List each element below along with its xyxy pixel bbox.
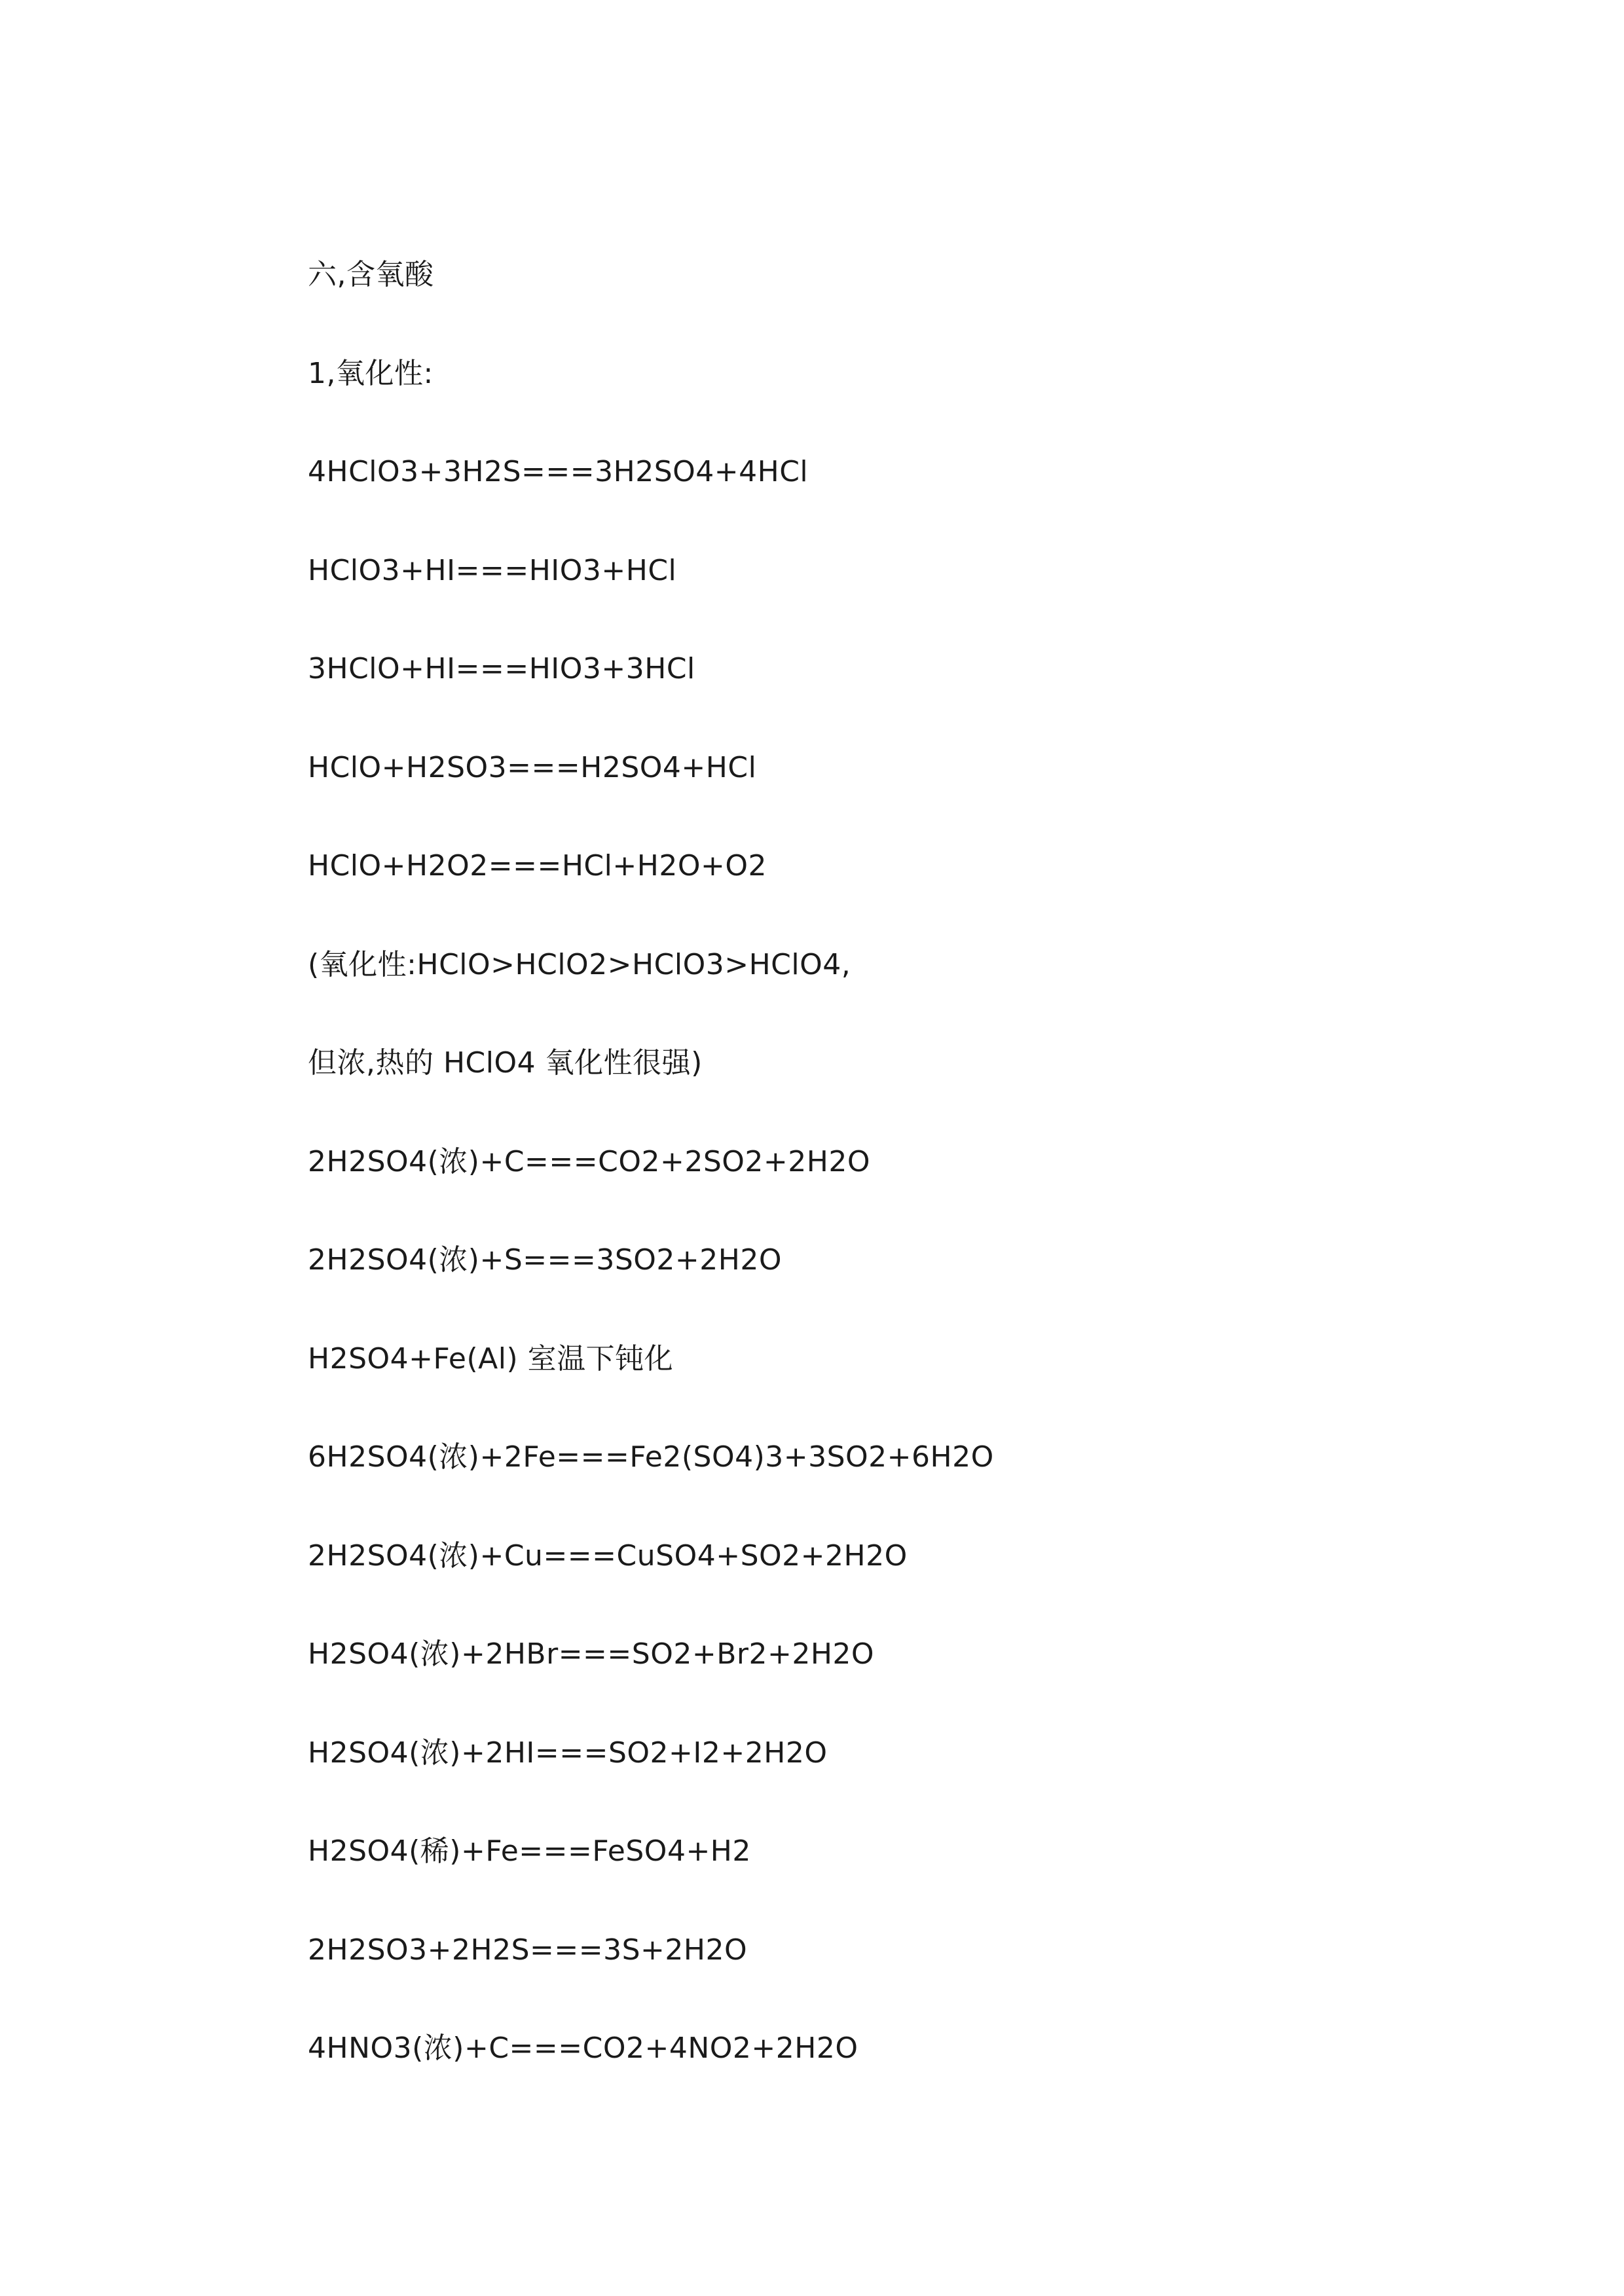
equation-line: HClO+H2SO3===H2SO4+HCl: [308, 750, 757, 784]
equation-line: 2H2SO4(浓)+S===3SO2+2H2O: [308, 1243, 782, 1277]
equation-line: 2H2SO4(浓)+Cu===CuSO4+SO2+2H2O: [308, 1539, 908, 1573]
equation-line: HClO3+HI===HIO3+HCl: [308, 553, 677, 587]
equation-line: 2H2SO3+2H2S===3S+2H2O: [308, 1933, 748, 1967]
equation-line: 4HClO3+3H2S===3H2SO4+4HCl: [308, 455, 809, 488]
equation-line: H2SO4(稀)+Fe===FeSO4+H2: [308, 1834, 751, 1868]
note-line: 但浓,热的 HClO4 氧化性很强): [308, 1046, 703, 1080]
equation-line: 4HNO3(浓)+C===CO2+4NO2+2H2O: [308, 2032, 858, 2065]
document-body: [308, 249, 1552, 2121]
equation-line: H2SO4(浓)+2HI===SO2+I2+2H2O: [308, 1736, 828, 1770]
subsection-heading: 1,氧化性:: [308, 356, 434, 390]
equation-line: HClO+H2O2===HCl+H2O+O2: [308, 849, 767, 883]
equation-line: 2H2SO4(浓)+C===CO2+2SO2+2H2O: [308, 1144, 870, 1178]
equation-line: H2SO4+Fe(Al) 室温下钝化: [308, 1341, 674, 1376]
section-heading: 六,含氧酸: [308, 258, 434, 291]
note-line: (氧化性:HClO>HClO2>HClO3>HClO4,: [308, 947, 851, 981]
equation-line: 6H2SO4(浓)+2Fe===Fe2(SO4)3+3SO2+6H2O: [308, 1440, 994, 1474]
equation-line: 3HClO+HI===HIO3+3HCl: [308, 652, 695, 685]
equation-line: H2SO4(浓)+2HBr===SO2+Br2+2H2O: [308, 1637, 875, 1671]
